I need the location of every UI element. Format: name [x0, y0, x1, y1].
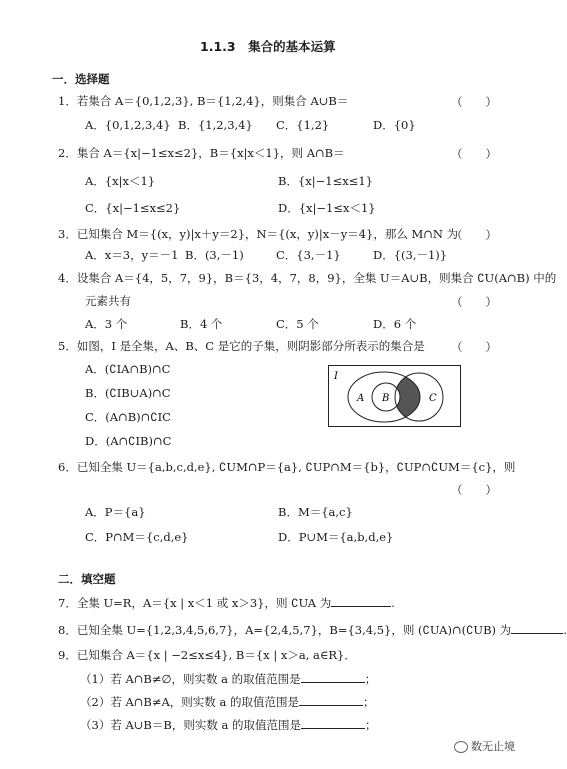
q4-stem: 4．设集合 A＝{4，5，7，9}，B＝{3，4，7，8，9}，全集 U＝A∪B，则集合 ∁U(A∩B) 中的 — [58, 271, 557, 285]
q6-option-d: D．P∪M＝{a,b,d,e} — [278, 530, 394, 544]
watermark-logo — [454, 738, 515, 754]
label-i: I — [334, 371, 338, 382]
q3-option-d: D．{(3,－1)} — [373, 248, 448, 262]
q9-sub3-end: ； — [364, 718, 377, 732]
q2-option-d: D．{x|−1≤x＜1} — [278, 201, 376, 215]
q5-option-b: B．(∁IB∪A)∩C — [85, 386, 171, 400]
q9-sub1 — [80, 672, 376, 686]
q6-answer-paren: （ ） — [451, 483, 497, 497]
q5-option-c: C．(A∩B)∩∁IC — [85, 410, 171, 424]
q2-option-a: A．{x|x＜1} — [85, 174, 156, 188]
q4-option-a: A．3 个 — [85, 317, 128, 331]
q4-option-b: B．4 个 — [180, 317, 223, 331]
q1-option-b: B．{1,2,3,4} — [178, 118, 253, 132]
q3-option-a: A．x＝3，y＝－1 — [85, 248, 179, 262]
q7-stem: 7．全集 U=R，A＝{x | x＜1 或 x＞3}，则 ∁UA 为 — [58, 596, 332, 610]
q2-option-b: B．{x|−1≤x≤1} — [278, 174, 373, 188]
q1-option-d: D．{0} — [373, 118, 416, 132]
q5-option-a: A．(∁IA∩B)∩C — [85, 362, 171, 376]
section-choice-heading: 一．选择题 — [52, 72, 110, 86]
q5-answer-paren: （ ） — [451, 340, 497, 354]
q8-stem: 8．已知全集 U={1,2,3,4,5,6,7}，A={2,4,5,7}，B={3,4,5}，则 (∁UA)∩(∁UB) 为 — [58, 623, 512, 637]
q9-sub2 — [80, 695, 374, 709]
q2-answer-paren: （ ） — [451, 147, 497, 161]
q1-option-a: A．{0,1,2,3,4} — [85, 118, 171, 132]
q4-stem-cont: 元素共有 — [85, 294, 131, 308]
q9-sub1-text: （1）若 A∩B≠∅，则实数 a 的取值范围是 — [80, 672, 301, 686]
watermark-text: 数无止境 — [471, 740, 515, 753]
q8-blank — [511, 623, 563, 634]
q7-line — [58, 596, 395, 610]
q9-sub2-blank — [299, 695, 363, 706]
q3-stem: 3．已知集合 M＝{(x，y)|x＋y＝2}，N＝{(x，y)|x－y＝4}，那么 M∩N 为 — [58, 227, 459, 241]
q8-end: . — [563, 623, 567, 637]
q6-option-c: C．P∩M＝{c,d,e} — [85, 530, 189, 544]
shaded-region — [329, 366, 460, 426]
q6-option-b: B．M＝{a,c} — [278, 505, 353, 519]
q1-answer-paren: （ ） — [451, 95, 497, 109]
q3-answer-paren: （ ） — [451, 228, 497, 242]
label-c: C — [429, 393, 437, 404]
label-a: A — [357, 393, 365, 404]
q4-option-c: C．5 个 — [276, 317, 319, 331]
q9-sub2-end: ； — [362, 695, 375, 709]
venn-diagram — [328, 365, 461, 427]
q6-stem: 6．已知全集 U＝{a,b,c,d,e}, ∁UM∩P＝{a}, ∁UP∩M＝{b}，∁UP∩∁UM＝{c}，则 — [58, 460, 516, 474]
q8-line — [58, 623, 567, 637]
q5-stem: 5．如图，I 是全集，A、B、C 是它的子集，则阴影部分所表示的集合是 — [58, 339, 425, 353]
q3-option-c: C．{3,－1} — [276, 248, 341, 262]
venn-svg — [329, 366, 460, 426]
q2-stem: 2．集合 A＝{x|−1≤x≤2}，B＝{x|x＜1}，则 A∩B＝ — [58, 146, 345, 160]
wechat-icon — [454, 741, 468, 753]
q9-sub1-end: ； — [364, 672, 377, 686]
q9-sub2-text: （2）若 A∩B≠A，则实数 a 的取值范围是 — [80, 695, 299, 709]
q5-option-d: D．(A∩∁IB)∩C — [85, 434, 172, 448]
q3-option-b: B．(3,－1) — [185, 248, 244, 262]
q9-sub3-text: （3）若 A∪B＝B，则实数 a 的取值范围是 — [80, 718, 301, 732]
q9-stem: 9．已知集合 A＝{x | −2≤x≤4}, B＝{x | x＞a, a∈R}． — [58, 648, 356, 662]
q4-answer-paren: （ ） — [451, 295, 497, 309]
q2-option-c: C．{x|−1≤x≤2} — [85, 201, 181, 215]
q7-end: . — [391, 596, 395, 610]
q1-option-c: C．{1,2} — [276, 118, 330, 132]
q7-blank — [331, 596, 391, 607]
q6-option-a: A．P＝{a} — [85, 505, 146, 519]
q9-sub3 — [80, 718, 376, 732]
page-title: 1.1.3 集合的基本运算 — [200, 39, 336, 54]
q4-option-d: D．6 个 — [373, 317, 417, 331]
q9-sub1-blank — [301, 672, 365, 683]
q9-sub3-blank — [301, 718, 365, 729]
section-fill-heading: 二．填空题 — [58, 572, 116, 586]
q1-stem: 1．若集合 A＝{0,1,2,3}, B＝{1,2,4}，则集合 A∪B＝ — [58, 94, 349, 108]
label-b: B — [382, 393, 390, 404]
